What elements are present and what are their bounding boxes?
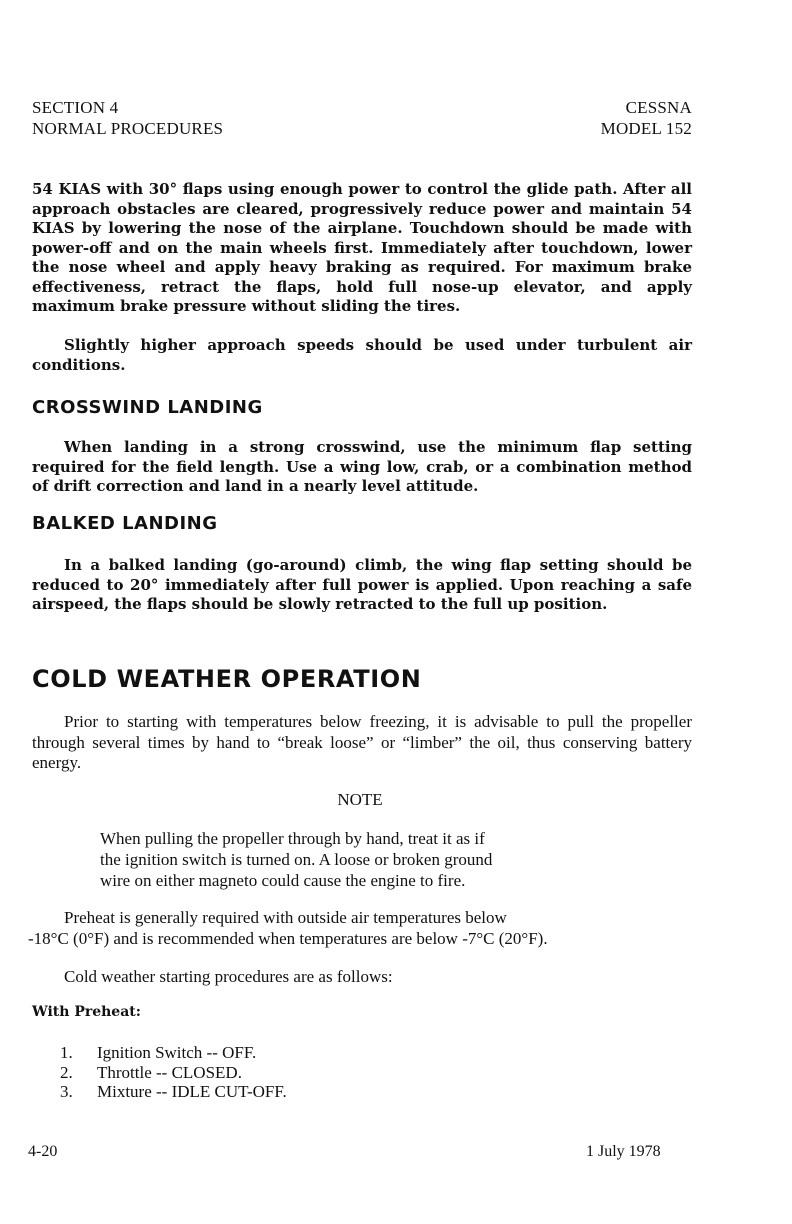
chapter-label: NORMAL PROCEDURES: [32, 119, 224, 138]
list-item: [60, 1043, 287, 1063]
crosswind-paragraph: When landing in a strong crosswind, use the minimum flap setting required for the field length. Use a wing low, crab, or a combination method of drift correction and land in a nearly level attitude.: [32, 438, 692, 495]
balked-heading: BALKED LANDING: [32, 513, 218, 534]
balked-paragraph: In a balked landing (go-around) climb, the wing flap setting should be reduced to 20° immediately after full power is applied. Upon reaching a safe airspeed, the flaps should be slowly retracted to the full up position.: [32, 556, 692, 613]
step-number: 1.: [60, 1043, 73, 1062]
page-number: 4-20: [28, 1143, 58, 1160]
step-text: Throttle -- CLOSED.: [97, 1062, 242, 1082]
intro-paragraph: 54 KIAS with 30° flaps using enough power to control the glide path. After all approach obstacles are cleared, progressively reduce power and maintain 54 KIAS by lowering the nose of the airplane. Touchdown should be made with power-off and on the main wheels first. Immediately after touchdown, lower the nose wheel and apply heavy braking as required. For maximum brake effectiveness, retract the flaps, hold full nose-up elevator, and apply maximum brake pressure without sliding the tires.: [32, 180, 692, 315]
note-line: wire on either magneto could cause the engine to fire.: [100, 871, 466, 890]
maker-label: CESSNA: [625, 98, 692, 117]
list-item: [60, 1082, 287, 1102]
cold-weather-heading: COLD WEATHER OPERATION: [32, 665, 422, 693]
turbulence-paragraph: Slightly higher approach speeds should be used under turbulent air conditions.: [32, 336, 692, 374]
model-label: MODEL 152: [600, 119, 692, 138]
step-text: Ignition Switch -- OFF.: [97, 1043, 257, 1062]
list-item: [60, 1063, 287, 1083]
note-title: NOTE: [337, 790, 383, 809]
procedures-intro: Cold weather starting procedures are as follows:: [64, 967, 393, 986]
header-left: [32, 97, 223, 139]
section-label: SECTION 4: [32, 98, 119, 117]
header-right: [601, 97, 692, 139]
preheat-line-1: Preheat is generally required with outside air temperatures below: [64, 908, 507, 927]
step-number: 2.: [60, 1062, 73, 1082]
crosswind-heading: CROSSWIND LANDING: [32, 397, 263, 418]
revision-date: 1 July 1978: [586, 1143, 661, 1160]
note-body: [100, 828, 630, 891]
note-line: the ignition switch is turned on. A loose or broken ground: [100, 850, 493, 869]
cold-weather-intro: Prior to starting with temperatures below freezing, it is advisable to pull the propeller through several times by hand to “break loose” or “limber” the oil, thus conserving battery energy.: [32, 712, 692, 772]
step-text: Mixture -- IDLE CUT-OFF.: [97, 1082, 287, 1101]
note-line: When pulling the propeller through by hand, treat it as if: [100, 829, 485, 848]
preheat-line-2: -18°C (0°F) and is recommended when temperatures are below -7°C (20°F).: [28, 929, 548, 948]
step-number: 3.: [60, 1082, 73, 1101]
with-preheat-label: With Preheat:: [32, 1004, 141, 1020]
preheat-steps-list: [60, 1043, 287, 1102]
